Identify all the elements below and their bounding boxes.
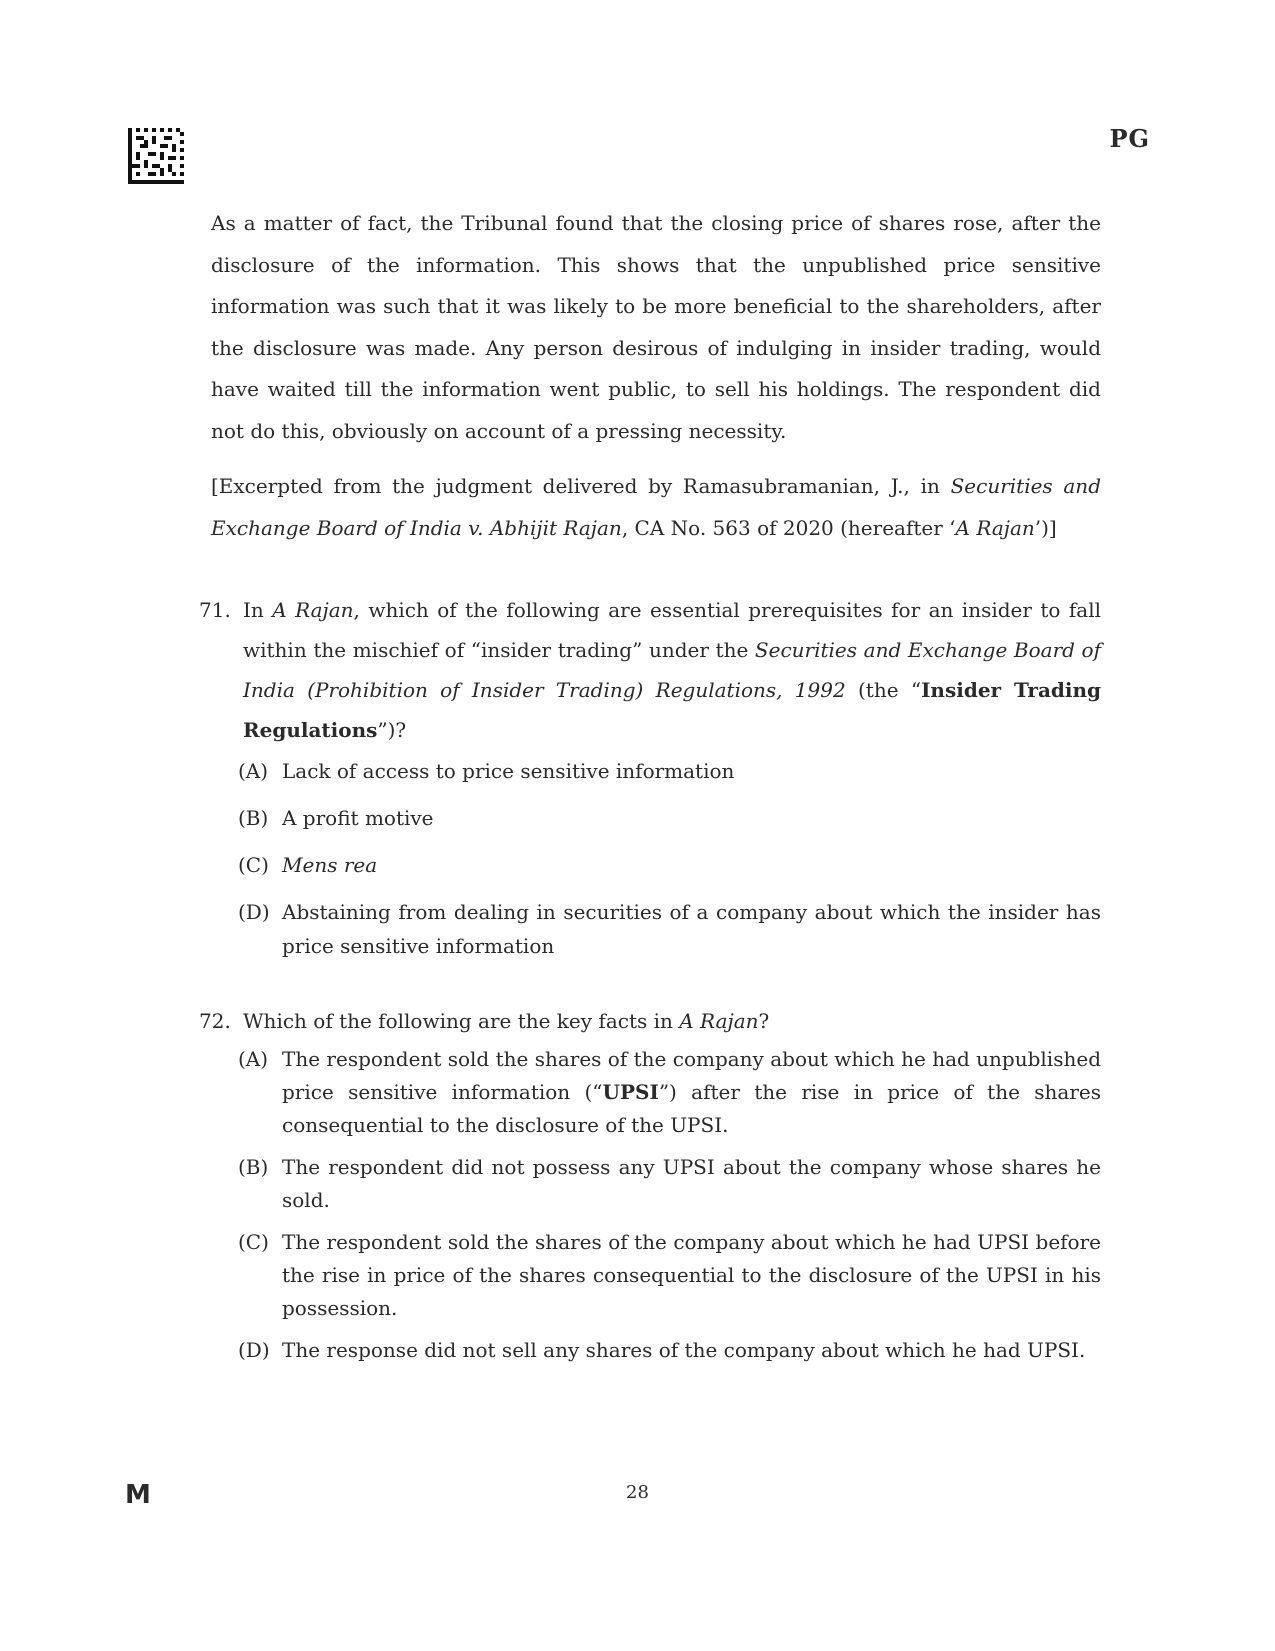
- page-number: 28: [626, 1482, 649, 1503]
- option-d: (D) The response did not sell any shares of the company about which he had UPSI.: [238, 1338, 1086, 1362]
- option-c: (C) The respondent sold the shares of the company about which he had UPSI before the rise in price of the shares consequential to the disclosure of the UPSI in his possession.: [238, 1230, 1101, 1320]
- question-stem: In A Rajan, which of the following are essential prerequisites for an insider to fall within the mischief of “insider trading” under the Securities and Exchange Board of India (Prohibition of Insider Trading) Regulations, 1992 (the “Insider Trading Regulations”)?: [243, 598, 1102, 742]
- question-71: [199, 590, 1102, 750]
- question-71-options: [211, 754, 1101, 963]
- option-a: (A) Lack of access to price sensitive information: [238, 759, 735, 783]
- series-code: PG: [1109, 124, 1150, 153]
- question-stem: Which of the following are the key facts in A Rajan?: [243, 1009, 770, 1033]
- option-a: (A) The respondent sold the shares of the company about which he had unpublished price sensitive information (“UPSI”) after the rise in price of the shares consequential to the disclosure of the UPSI.: [238, 1047, 1101, 1137]
- booklet-code: M: [125, 1480, 151, 1510]
- qr-code: [128, 128, 184, 184]
- option-b: (B) A profit motive: [238, 806, 434, 830]
- option-b: (B) The respondent did not possess any UPSI about the company whose shares he sold.: [238, 1155, 1101, 1212]
- passage-paragraph: As a matter of fact, the Tribunal found that the closing price of shares rose, after the disclosure of the information. This shows that the unpublished price sensitive information was such that it was likely to be more beneficial to the shareholders, after the disclosure was made. Any person desirous of indulging in insider trading, would have waited till the information went public, to sell his holdings. The respondent did not do this, obviously on account of a pressing necessity.: [211, 211, 1101, 443]
- option-c: (C) Mens rea: [238, 853, 378, 877]
- page-content: [199, 203, 1102, 1376]
- question-72: [199, 1001, 1101, 1041]
- question-number: 71.: [199, 598, 231, 622]
- passage-citation: [Excerpted from the judgment delivered by Ramasubramanian, J., in Securities and Exchange Board of India v. Abhijit Rajan, CA No. 563 of 2020 (hereafter ‘A Rajan’)]: [211, 474, 1101, 540]
- option-d: (D) Abstaining from dealing in securities of a company about which the insider has price sensitive information: [238, 900, 1101, 958]
- question-number: 72.: [199, 1009, 231, 1033]
- question-72-options: [211, 1043, 1101, 1367]
